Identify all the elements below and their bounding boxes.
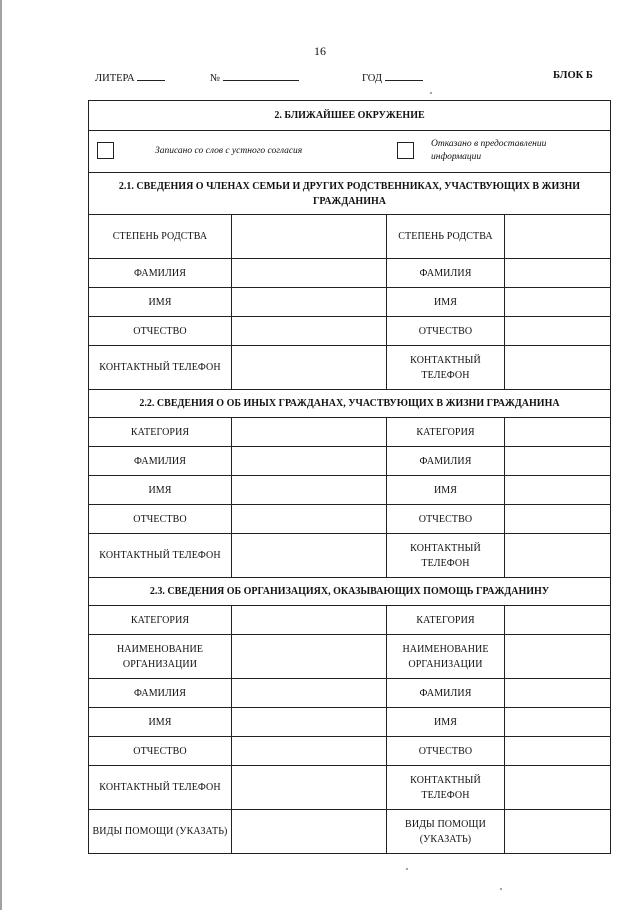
scan-speck xyxy=(430,92,432,94)
right-field-label: ФАМИЛИЯ xyxy=(387,259,505,288)
left-field-value[interactable] xyxy=(232,447,387,476)
right-field-value[interactable] xyxy=(505,476,611,505)
left-field-label: ИМЯ xyxy=(89,476,232,505)
right-field-label: ОТЧЕСТВО xyxy=(387,317,505,346)
section-2-2-title: 2.2. СВЕДЕНИЯ О ОБ ИНЫХ ГРАЖДАНАХ, УЧАСТВУЮЩИХ В ЖИЗНИ ГРАЖДАНИНА xyxy=(89,390,611,418)
number-label: № xyxy=(210,73,221,84)
right-field-label: КОНТАКТНЫЙ ТЕЛЕФОН xyxy=(387,534,505,578)
left-field-label: СТЕПЕНЬ РОДСТВА xyxy=(89,215,232,259)
form-row xyxy=(89,346,611,390)
scan-speck xyxy=(406,868,408,870)
left-field-label: ОТЧЕСТВО xyxy=(89,317,232,346)
left-field-value[interactable] xyxy=(232,288,387,317)
left-field-value[interactable] xyxy=(232,635,387,679)
left-field-label: КОНТАКТНЫЙ ТЕЛЕФОН xyxy=(89,766,232,810)
litera-label: ЛИТЕРА xyxy=(95,73,135,84)
right-field-label: ФАМИЛИЯ xyxy=(387,447,505,476)
right-field-value[interactable] xyxy=(505,346,611,390)
right-field-label: ИМЯ xyxy=(387,708,505,737)
section-2-1-title: 2.1. СВЕДЕНИЯ О ЧЛЕНАХ СЕМЬИ И ДРУГИХ РОДСТВЕННИКАХ, УЧАСТВУЮЩИХ В ЖИЗНИ ГРАЖДАНИНА xyxy=(89,173,611,215)
section-2-3-title: 2.3. СВЕДЕНИЯ ОБ ОРГАНИЗАЦИЯХ, ОКАЗЫВАЮЩИХ ПОМОЩЬ ГРАЖДАНИНУ xyxy=(89,578,611,606)
left-field-value[interactable] xyxy=(232,476,387,505)
right-field-label: СТЕПЕНЬ РОДСТВА xyxy=(387,215,505,259)
left-field-value[interactable] xyxy=(232,679,387,708)
form-row xyxy=(89,476,611,505)
form-table xyxy=(88,100,611,854)
page-number: 16 xyxy=(314,44,326,58)
right-field-value[interactable] xyxy=(505,766,611,810)
left-field-label: КАТЕГОРИЯ xyxy=(89,606,232,635)
left-field-label: ОТЧЕСТВО xyxy=(89,505,232,534)
form-row xyxy=(89,737,611,766)
right-field-value[interactable] xyxy=(505,288,611,317)
left-field-value[interactable] xyxy=(232,708,387,737)
right-field-label: КОНТАКТНЫЙ ТЕЛЕФОН xyxy=(387,346,505,390)
form-row xyxy=(89,259,611,288)
scan-edge xyxy=(0,0,2,910)
form-row xyxy=(89,447,611,476)
left-field-value[interactable] xyxy=(232,810,387,854)
left-field-label: ФАМИЛИЯ xyxy=(89,259,232,288)
right-field-value[interactable] xyxy=(505,737,611,766)
form-row xyxy=(89,708,611,737)
left-field-value[interactable] xyxy=(232,534,387,578)
year-label: ГОД xyxy=(362,73,383,84)
right-field-label: ОТЧЕСТВО xyxy=(387,505,505,534)
consent-refused-label: Отказано в предоставлении информации xyxy=(431,139,547,162)
form-row xyxy=(89,534,611,578)
consent-recorded-checkbox[interactable] xyxy=(97,142,114,159)
right-field-label: КОНТАКТНЫЙ ТЕЛЕФОН xyxy=(387,766,505,810)
left-field-label: ФАМИЛИЯ xyxy=(89,679,232,708)
right-field-label: ВИДЫ ПОМОЩИ (УКАЗАТЬ) xyxy=(387,810,505,854)
right-field-label: ИМЯ xyxy=(387,288,505,317)
scan-speck xyxy=(500,888,502,890)
left-field-label: КОНТАКТНЫЙ ТЕЛЕФОН xyxy=(89,534,232,578)
right-field-value[interactable] xyxy=(505,679,611,708)
right-field-label: КАТЕГОРИЯ xyxy=(387,606,505,635)
left-field-label: ВИДЫ ПОМОЩИ (УКАЗАТЬ) xyxy=(89,810,232,854)
form-row xyxy=(89,810,611,854)
right-field-label: КАТЕГОРИЯ xyxy=(387,418,505,447)
right-field-value[interactable] xyxy=(505,708,611,737)
consent-row xyxy=(89,131,611,173)
consent-refused-checkbox[interactable] xyxy=(397,142,414,159)
right-field-value[interactable] xyxy=(505,259,611,288)
form-row xyxy=(89,317,611,346)
right-field-label: ИМЯ xyxy=(387,476,505,505)
left-field-label: ОТЧЕСТВО xyxy=(89,737,232,766)
left-field-label: ИМЯ xyxy=(89,288,232,317)
form-row xyxy=(89,679,611,708)
consent-recorded-label: Записано со слов с устного согласия xyxy=(155,146,303,156)
form-row xyxy=(89,635,611,679)
right-field-value[interactable] xyxy=(505,317,611,346)
left-field-label: ФАМИЛИЯ xyxy=(89,447,232,476)
section-2-title: 2. БЛИЖАЙШЕЕ ОКРУЖЕНИЕ xyxy=(89,101,611,131)
right-field-label: ФАМИЛИЯ xyxy=(387,679,505,708)
left-field-value[interactable] xyxy=(232,215,387,259)
form-row xyxy=(89,505,611,534)
right-field-value[interactable] xyxy=(505,810,611,854)
right-field-label: ОТЧЕСТВО xyxy=(387,737,505,766)
right-field-value[interactable] xyxy=(505,447,611,476)
number-input-line[interactable] xyxy=(223,70,299,81)
left-field-value[interactable] xyxy=(232,346,387,390)
form-row xyxy=(89,606,611,635)
form-row xyxy=(89,766,611,810)
left-field-value[interactable] xyxy=(232,606,387,635)
form-row xyxy=(89,288,611,317)
left-field-label: НАИМЕНОВАНИЕ ОРГАНИЗАЦИИ xyxy=(89,635,232,679)
form-row xyxy=(89,418,611,447)
right-field-value[interactable] xyxy=(505,418,611,447)
left-field-value[interactable] xyxy=(232,259,387,288)
right-field-value[interactable] xyxy=(505,534,611,578)
block-label: БЛОК Б xyxy=(553,70,593,81)
year-input-line[interactable] xyxy=(385,70,423,81)
right-field-value[interactable] xyxy=(505,505,611,534)
left-field-label: ИМЯ xyxy=(89,708,232,737)
left-field-label: КАТЕГОРИЯ xyxy=(89,418,232,447)
right-field-value[interactable] xyxy=(505,635,611,679)
left-field-value[interactable] xyxy=(232,737,387,766)
right-field-value[interactable] xyxy=(505,215,611,259)
litera-field xyxy=(95,70,165,84)
left-field-value[interactable] xyxy=(232,766,387,810)
litera-input-line[interactable] xyxy=(137,70,165,81)
left-field-value[interactable] xyxy=(232,505,387,534)
left-field-value[interactable] xyxy=(232,418,387,447)
year-field xyxy=(362,70,423,84)
left-field-value[interactable] xyxy=(232,317,387,346)
form-row xyxy=(89,215,611,259)
left-field-label: КОНТАКТНЫЙ ТЕЛЕФОН xyxy=(89,346,232,390)
right-field-value[interactable] xyxy=(505,606,611,635)
right-field-label: НАИМЕНОВАНИЕ ОРГАНИЗАЦИИ xyxy=(387,635,505,679)
number-field xyxy=(210,70,299,84)
